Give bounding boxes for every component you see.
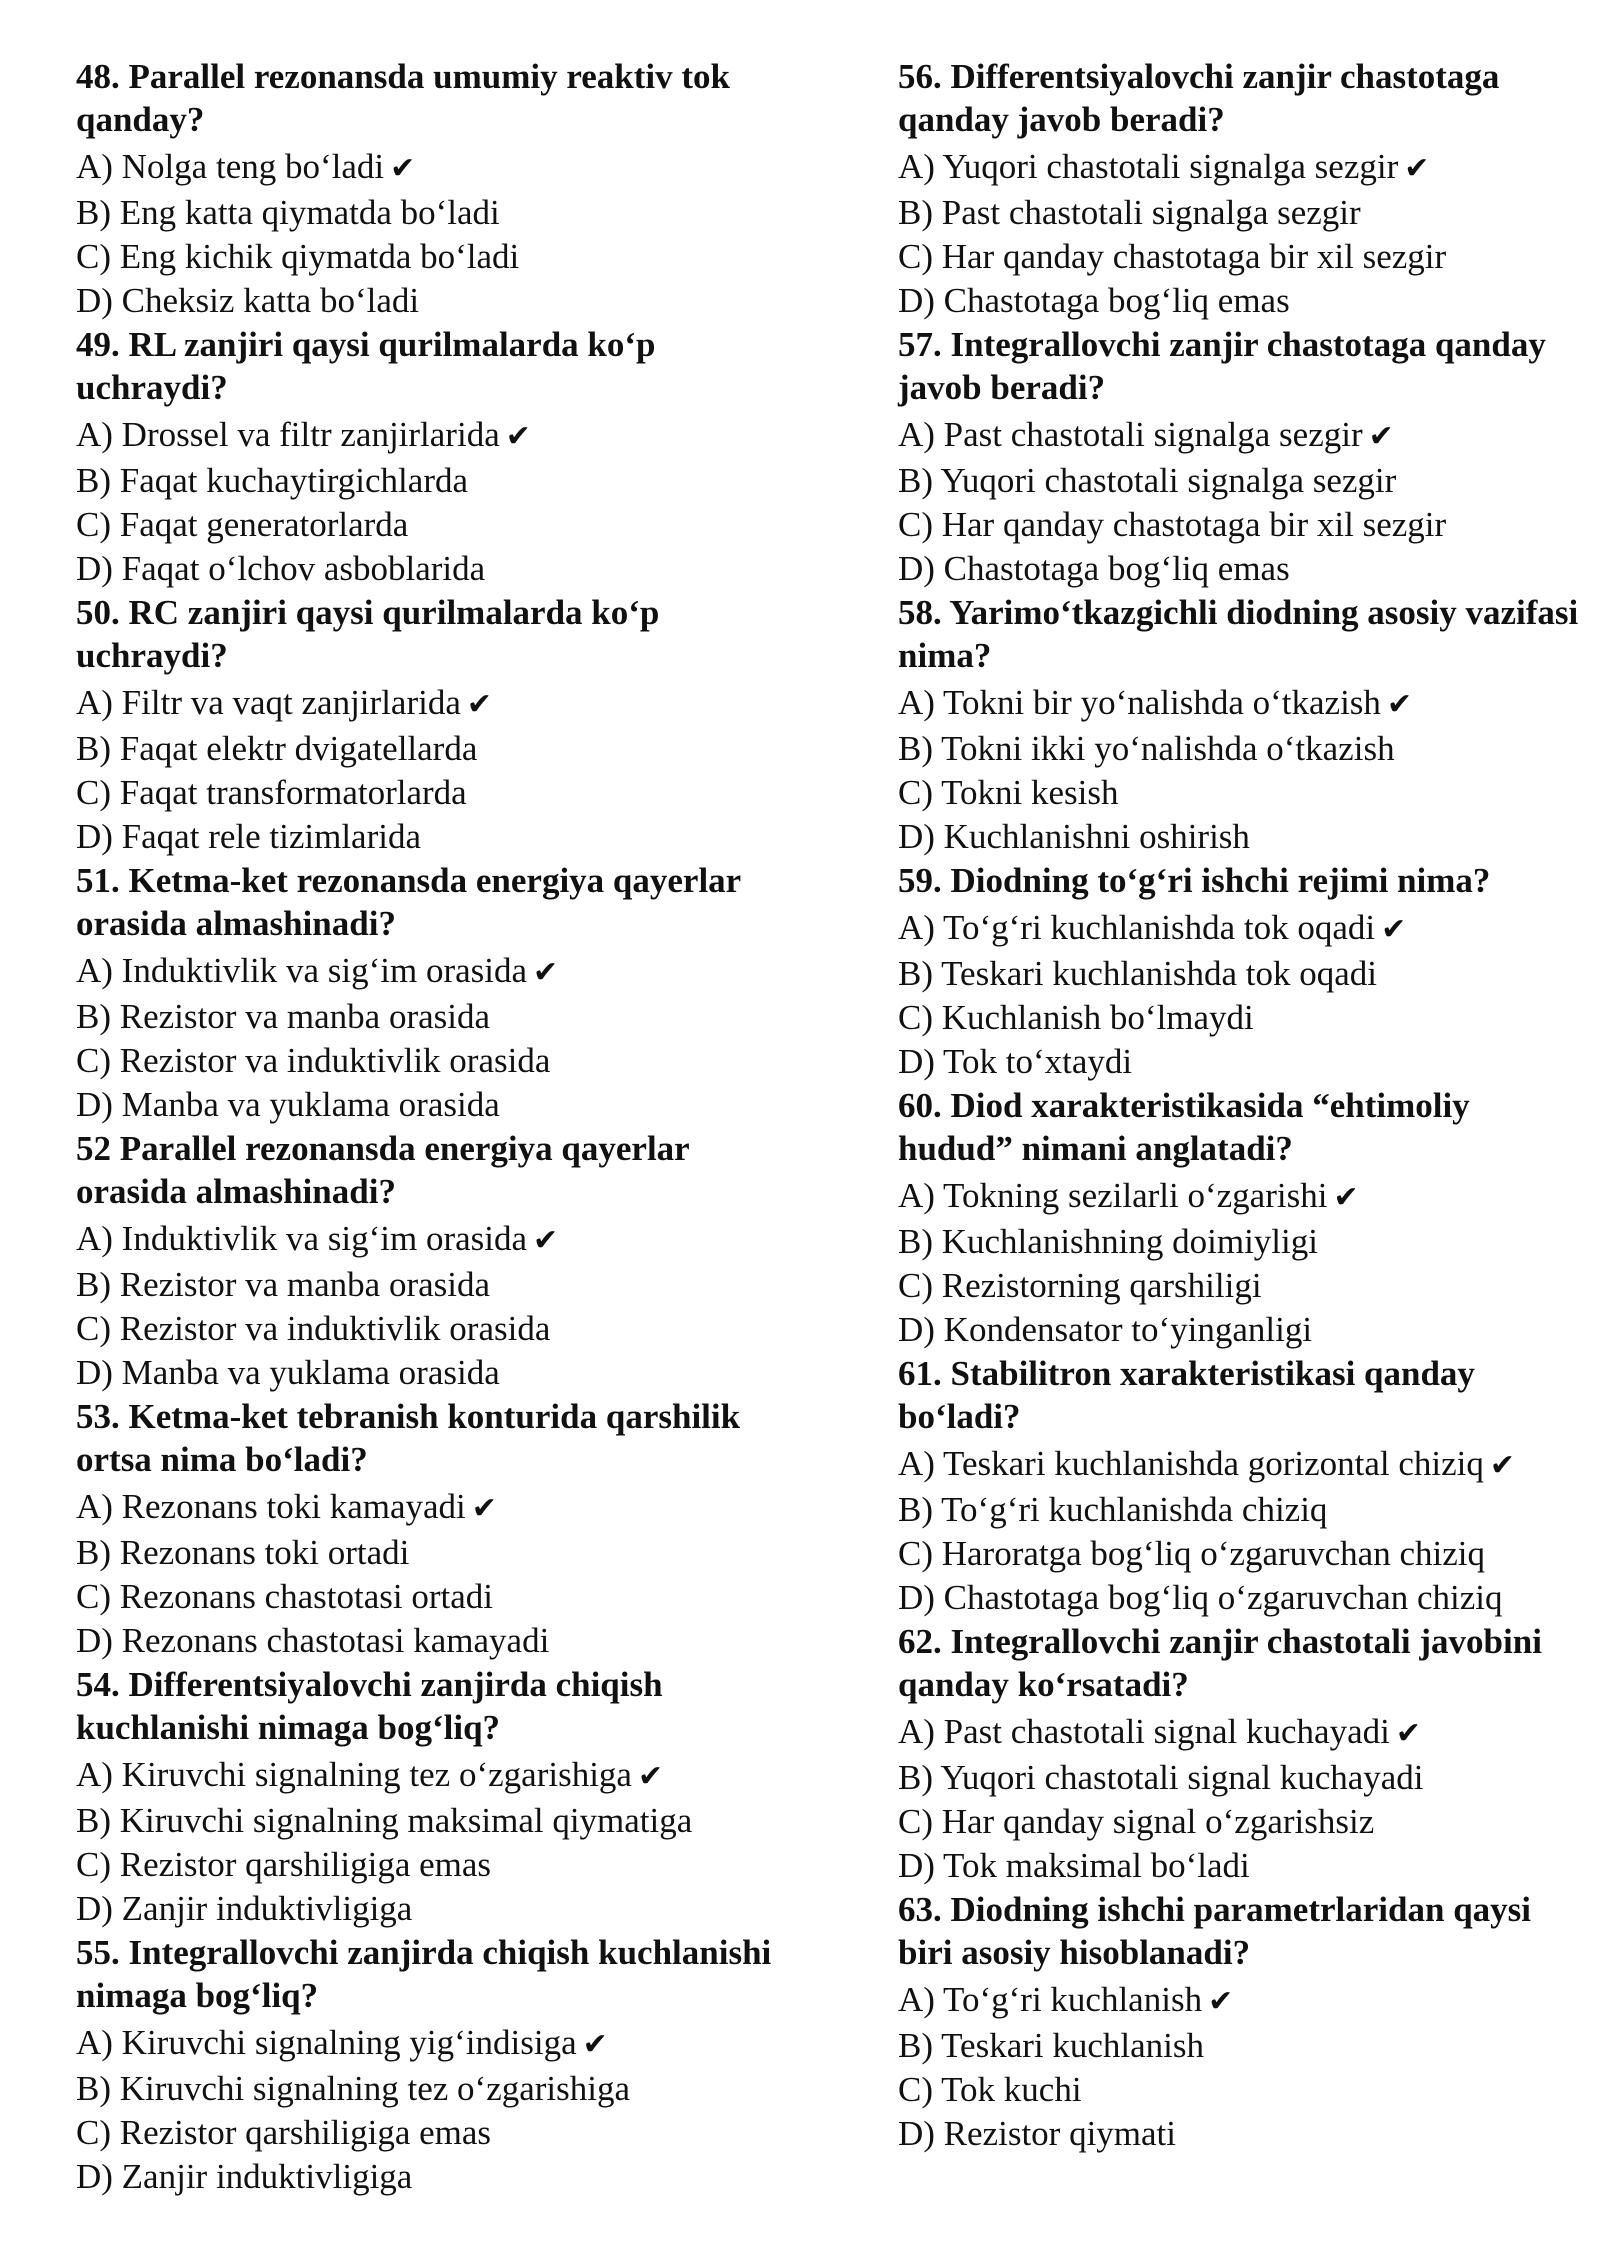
- question-title: 48. Parallel rezonansda umumiy reaktiv tok qanday?: [76, 57, 730, 139]
- answer-text: C) Faqat generatorlarda: [76, 505, 409, 544]
- question-title: 60. Diod xarakteristikasida “ehtimoliy hudud” nimani anglatadi?: [898, 1086, 1470, 1168]
- answer-option: [898, 1576, 1588, 1620]
- answer-text: D) Chastotaga bog‘liq o‘zgaruvchan chiziq: [898, 1578, 1503, 1617]
- answer-option: [76, 1307, 776, 1351]
- question-block: [76, 1663, 776, 1931]
- left-column: [76, 55, 776, 2199]
- answer-text: D) Zanjir induktivligiga: [76, 1889, 413, 1928]
- answer-option: [76, 2111, 776, 2155]
- answer-text: C) Rezistor qarshiligiga emas: [76, 1845, 492, 1884]
- answer-text: B) Kiruvchi signalning maksimal qiymatiga: [76, 1801, 693, 1840]
- answer-text: B) Rezonans toki ortadi: [76, 1533, 410, 1572]
- answer-text: D) Tok to‘xtaydi: [898, 1042, 1133, 1081]
- question-title: 50. RC zanjiri qaysi qurilmalarda ko‘p uchraydi?: [76, 593, 660, 675]
- answer-option: [76, 949, 776, 995]
- answer-option: [898, 906, 1588, 952]
- answer-text: A) Tokning sezilarli o‘zgarishi: [898, 1176, 1328, 1215]
- answer-text: D) Chastotaga bog‘liq emas: [898, 281, 1290, 320]
- right-column: [898, 55, 1588, 2156]
- answer-text: B) Faqat kuchaytirgichlarda: [76, 461, 469, 500]
- answer-option: [898, 727, 1588, 771]
- check-mark-icon: ✔: [1489, 1448, 1516, 1483]
- answer-text: A) Rezonans toki kamayadi: [76, 1487, 466, 1526]
- answer-text: C) Rezistorning qarshiligi: [898, 1266, 1262, 1305]
- answer-text: A) To‘g‘ri kuchlanishda tok oqadi: [898, 908, 1376, 947]
- check-mark-icon: ✔: [1381, 912, 1407, 947]
- answer-text: C) Rezistor qarshiligiga emas: [76, 2113, 492, 2152]
- answer-option: [76, 279, 776, 323]
- question-block: [76, 323, 776, 591]
- answer-option: [76, 1263, 776, 1307]
- question-block: [898, 55, 1588, 323]
- answer-option: [898, 1040, 1588, 1084]
- check-mark-icon: ✔: [1208, 1984, 1234, 2019]
- answer-option: [76, 191, 776, 235]
- answer-option: [898, 1844, 1588, 1888]
- question-block: [898, 591, 1588, 859]
- answer-option: [898, 952, 1588, 996]
- answer-option: [76, 1531, 776, 1575]
- answer-text: C) Har qanday signal o‘zgarishsiz: [898, 1802, 1375, 1841]
- answer-option: [898, 1220, 1588, 1264]
- answer-text: C) Har qanday chastotaga bir xil sezgir: [898, 505, 1447, 544]
- question-title: 56. Differentsiyalovchi zanjir chastotaga qanday javob beradi?: [898, 57, 1500, 139]
- question-block: [898, 1620, 1588, 1888]
- check-mark-icon: ✔: [505, 419, 531, 454]
- answer-option: [898, 235, 1588, 279]
- answer-text: B) Kiruvchi signalning tez o‘zgarishiga: [76, 2069, 631, 2108]
- answer-text: D) Tok maksimal bo‘ladi: [898, 1846, 1250, 1885]
- answer-option: [76, 1843, 776, 1887]
- answer-text: C) Rezistor va induktivlik orasida: [76, 1041, 551, 1080]
- answer-option: [76, 1619, 776, 1663]
- check-mark-icon: ✔: [471, 1491, 497, 1526]
- question-title: 63. Diodning ishchi parametrlaridan qaysi biri asosiy hisoblanadi?: [898, 1890, 1532, 1972]
- answer-option: [898, 2068, 1588, 2112]
- answer-option: [76, 1799, 776, 1843]
- question-block: [898, 1352, 1588, 1620]
- answer-text: A) Kiruvchi signalning yig‘indisiga: [76, 2023, 577, 2062]
- answer-text: B) Teskari kuchlanishda tok oqadi: [898, 954, 1378, 993]
- answer-text: B) Yuqori chastotali signal kuchayadi: [898, 1758, 1424, 1797]
- answer-text: B) Rezistor va manba orasida: [76, 1265, 491, 1304]
- question-title: 58. Yarimo‘tkazgichli diodning asosiy vazifasi nima?: [898, 593, 1579, 675]
- question-block: [76, 55, 776, 323]
- question-title: 59. Diodning to‘g‘ri ishchi rejimi nima?: [898, 861, 1491, 900]
- question-title: 62. Integrallovchi zanjir chastotali javobini qanday ko‘rsatadi?: [898, 1622, 1542, 1704]
- answer-text: D) Faqat o‘lchov asboblarida: [76, 549, 486, 588]
- answer-option: [898, 279, 1588, 323]
- question-block: [76, 859, 776, 1127]
- answer-text: C) Rezistor va induktivlik orasida: [76, 1309, 551, 1348]
- answer-option: [76, 771, 776, 815]
- answer-text: C) Eng kichik qiymatda bo‘ladi: [76, 237, 520, 276]
- answer-text: A) Teskari kuchlanishda gorizontal chiziq: [898, 1444, 1484, 1483]
- answer-text: D) Chastotaga bog‘liq emas: [898, 549, 1290, 588]
- answer-option: [898, 1800, 1588, 1844]
- answer-text: D) Manba va yuklama orasida: [76, 1085, 500, 1124]
- answer-text: B) Yuqori chastotali signalga sezgir: [898, 461, 1397, 500]
- answer-option: [898, 547, 1588, 591]
- answer-option: [76, 1485, 776, 1531]
- answer-option: [898, 1532, 1588, 1576]
- answer-option: [898, 1710, 1588, 1756]
- answer-option: [76, 503, 776, 547]
- question-block: [898, 859, 1588, 1084]
- answer-option: [76, 1351, 776, 1395]
- answer-option: [898, 996, 1588, 1040]
- answer-option: [76, 1753, 776, 1799]
- check-mark-icon: ✔: [637, 1759, 664, 1794]
- question-title: 55. Integrallovchi zanjirda chiqish kuchlanishi nimaga bog‘liq?: [76, 1933, 772, 2015]
- answer-option: [76, 995, 776, 1039]
- check-mark-icon: ✔: [1333, 1180, 1359, 1215]
- answer-option: [898, 1756, 1588, 1800]
- answer-option: [76, 2155, 776, 2199]
- answer-text: B) Faqat elektr dvigatellarda: [76, 729, 478, 768]
- answer-text: B) Kuchlanishning doimiyligi: [898, 1222, 1318, 1261]
- answer-option: [898, 2112, 1588, 2156]
- question-title: 52 Parallel rezonansda energiya qayerlar orasida almashinadi?: [76, 1129, 690, 1211]
- check-mark-icon: ✔: [1386, 687, 1413, 722]
- question-title: 57. Integrallovchi zanjir chastotaga qanday javob beradi?: [898, 325, 1546, 407]
- check-mark-icon: ✔: [1404, 151, 1430, 186]
- answer-text: D) Rezonans chastotasi kamayadi: [76, 1621, 550, 1660]
- answer-text: A) Nolga teng bo‘ladi: [76, 147, 385, 186]
- answer-option: [76, 413, 776, 459]
- question-title: 61. Stabilitron xarakteristikasi qanday bo‘ladi?: [898, 1354, 1475, 1436]
- question-block: [76, 1395, 776, 1663]
- answer-option: [76, 1039, 776, 1083]
- answer-text: A) Drossel va filtr zanjirlarida: [76, 415, 500, 454]
- answer-text: C) Tokni kesish: [898, 773, 1119, 812]
- answer-option: [898, 459, 1588, 503]
- question-title: 53. Ketma-ket tebranish konturida qarshilik ortsa nima bo‘ladi?: [76, 1397, 741, 1479]
- question-title: 51. Ketma-ket rezonansda energiya qayerlar orasida almashinadi?: [76, 861, 741, 943]
- answer-text: D) Faqat rele tizimlarida: [76, 817, 421, 856]
- answer-text: C) Tok kuchi: [898, 2070, 1082, 2109]
- answer-option: [898, 145, 1588, 191]
- answer-text: B) Rezistor va manba orasida: [76, 997, 491, 1036]
- question-block: [898, 323, 1588, 591]
- answer-option: [76, 681, 776, 727]
- answer-text: B) Teskari kuchlanish: [898, 2026, 1205, 2065]
- answer-option: [898, 1488, 1588, 1532]
- answer-text: D) Kuchlanishni oshirish: [898, 817, 1250, 856]
- check-mark-icon: ✔: [533, 955, 559, 990]
- answer-option: [898, 413, 1588, 459]
- answer-text: B) Eng katta qiymatda bo‘ladi: [76, 193, 500, 232]
- answer-option: [898, 1978, 1588, 2024]
- answer-option: [76, 547, 776, 591]
- answer-option: [898, 1308, 1588, 1352]
- answer-option: [76, 1083, 776, 1127]
- answer-text: A) Past chastotali signalga sezgir: [898, 415, 1363, 454]
- answer-text: B) To‘g‘ri kuchlanishda chiziq: [898, 1490, 1328, 1529]
- answer-option: [76, 2067, 776, 2111]
- answer-option: [76, 1217, 776, 1263]
- answer-option: [76, 145, 776, 191]
- check-mark-icon: ✔: [1395, 1716, 1421, 1751]
- answer-option: [898, 191, 1588, 235]
- answer-text: C) Har qanday chastotaga bir xil sezgir: [898, 237, 1447, 276]
- answer-text: A) Kiruvchi signalning tez o‘zgarishiga: [76, 1755, 632, 1794]
- answer-text: D) Manba va yuklama orasida: [76, 1353, 500, 1392]
- answer-text: A) Induktivlik va sig‘im orasida: [76, 1219, 528, 1258]
- answer-text: C) Kuchlanish bo‘lmaydi: [898, 998, 1254, 1037]
- answer-text: D) Rezistor qiymati: [898, 2114, 1177, 2153]
- check-mark-icon: ✔: [533, 1223, 559, 1258]
- answer-option: [898, 815, 1588, 859]
- answer-option: [76, 727, 776, 771]
- answer-option: [898, 1174, 1588, 1220]
- answer-text: A) Tokni bir yo‘nalishda o‘tkazish: [898, 683, 1381, 722]
- answer-text: A) Past chastotali signal kuchayadi: [898, 1712, 1390, 1751]
- answer-option: [898, 681, 1588, 727]
- answer-option: [898, 1442, 1588, 1488]
- answer-text: A) Induktivlik va sig‘im orasida: [76, 951, 528, 990]
- answer-option: [76, 815, 776, 859]
- answer-option: [76, 235, 776, 279]
- answer-text: D) Zanjir induktivligiga: [76, 2157, 413, 2196]
- answer-option: [898, 1264, 1588, 1308]
- question-block: [76, 1931, 776, 2199]
- check-mark-icon: ✔: [582, 2027, 608, 2062]
- answer-text: A) Filtr va vaqt zanjirlarida: [76, 683, 461, 722]
- answer-text: C) Haroratga bog‘liq o‘zgaruvchan chiziq: [898, 1534, 1485, 1573]
- answer-option: [76, 459, 776, 503]
- answer-text: A) Yuqori chastotali signalga sezgir: [898, 147, 1399, 186]
- answer-text: C) Rezonans chastotasi ortadi: [76, 1577, 493, 1616]
- answer-option: [76, 1575, 776, 1619]
- check-mark-icon: ✔: [390, 151, 416, 186]
- check-mark-icon: ✔: [466, 687, 493, 722]
- answer-option: [898, 503, 1588, 547]
- answer-option: [898, 771, 1588, 815]
- answer-option: [898, 2024, 1588, 2068]
- answer-option: [76, 2021, 776, 2067]
- answer-option: [76, 1887, 776, 1931]
- answer-text: A) To‘g‘ri kuchlanish: [898, 1980, 1203, 2019]
- question-block: [76, 1127, 776, 1395]
- answer-text: C) Faqat transformatorlarda: [76, 773, 467, 812]
- question-block: [898, 1888, 1588, 2156]
- question-title: 54. Differentsiyalovchi zanjirda chiqish kuchlanishi nimaga bog‘liq?: [76, 1665, 663, 1747]
- question-block: [898, 1084, 1588, 1352]
- answer-text: B) Past chastotali signalga sezgir: [898, 193, 1361, 232]
- question-title: 49. RL zanjiri qaysi qurilmalarda ko‘p uchraydi?: [76, 325, 656, 407]
- answer-text: D) Cheksiz katta bo‘ladi: [76, 281, 420, 320]
- answer-text: D) Kondensator to‘yinganligi: [898, 1310, 1313, 1349]
- check-mark-icon: ✔: [1368, 419, 1394, 454]
- question-block: [76, 591, 776, 859]
- answer-text: B) Tokni ikki yo‘nalishda o‘tkazish: [898, 729, 1395, 768]
